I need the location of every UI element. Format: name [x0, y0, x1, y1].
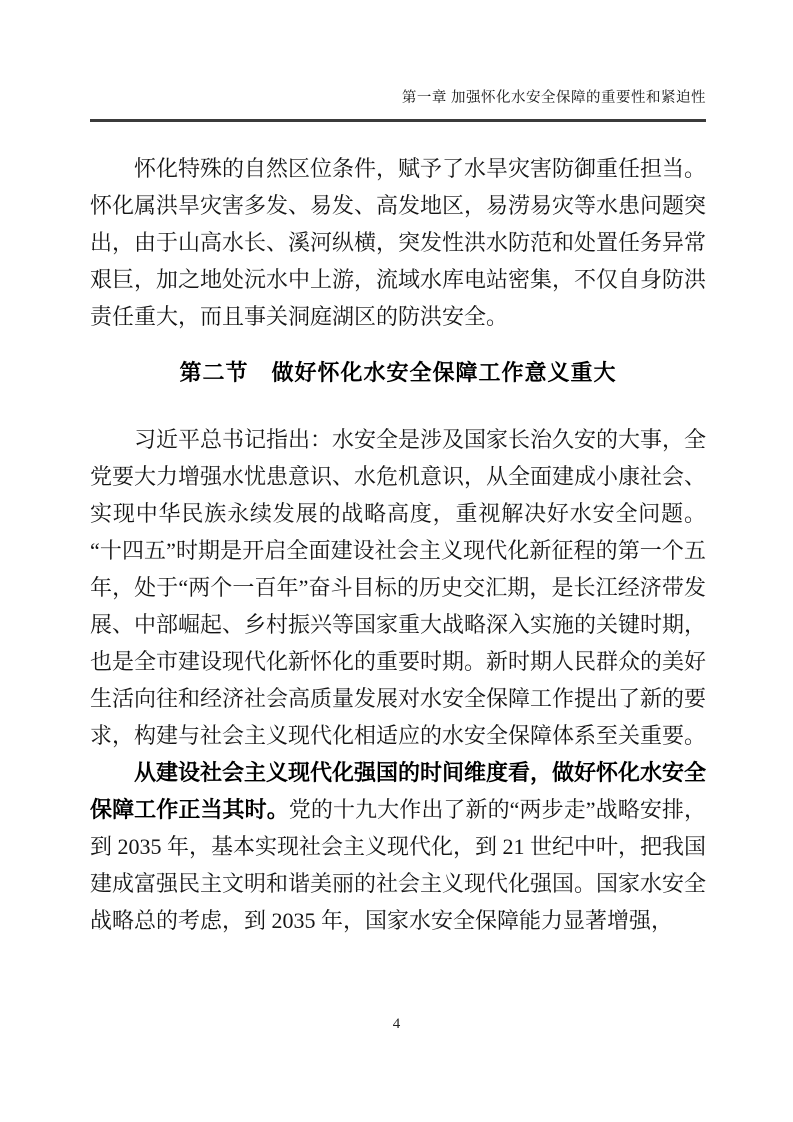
section-heading: 第二节 做好怀化水安全保障工作意义重大 [179, 360, 617, 385]
document-body [90, 150, 706, 939]
paragraph-xi-quote: 习近平总书记指出：水安全是涉及国家长治久安的大事，全党要大力增强水忧患意识、水危机意识，从全面建成小康社会、实现中华民族永续发展的战略高度，重视解决好水安全问题。“十四五”时期是开启全面建设社会主义现代化新征程的第一个五年，处于“两个一百年”奋斗目标的历史交汇期，是长江经济带发展、中部崛起、乡村振兴等国家重大战略深入实施的关键时期，也是全市建设现代化新怀化的重要时期。新时期人民群众的美好生活向往和经济社会高质量发展对水安全保障工作提出了新的要求，构建与社会主义现代化相适应的水安全保障体系至关重要。 [90, 427, 707, 748]
running-header: 第一章 加强怀化水安全保障的重要性和紧迫性 [401, 90, 706, 106]
header-rule-divider [90, 119, 706, 122]
paragraph-bold-lead: 从建设社会主义现代化强国的时间维度看，做好怀化水安全保障工作正当其时。 [90, 760, 707, 822]
paragraph-modernization-timeline [90, 754, 706, 939]
paragraph-natural-conditions: 怀化特殊的自然区位条件，赋予了水旱灾害防御重任担当。怀化属洪旱灾害多发、易发、高发地区，易涝易灾等水患问题突出，由于山高水长、溪河纵横，突发性洪水防范和处置任务异常艰巨，加之地处沅水中上游，流域水库电站密集，不仅自身防洪责任重大，而且事关洞庭湖区的防洪安全。 [90, 156, 707, 329]
paragraph-regular-continuation: 党的十九大作出了新的“两步走”战略安排，到 2035 年，基本实现社会主义现代化，到 21 世纪中叶，把我国建成富强民主文明和谐美丽的社会主义现代化强国。国家水安全战略总的考虑，到 2035 年，国家水安全保障能力显著增强， [90, 797, 707, 933]
page-number: 4 [392, 1016, 401, 1032]
